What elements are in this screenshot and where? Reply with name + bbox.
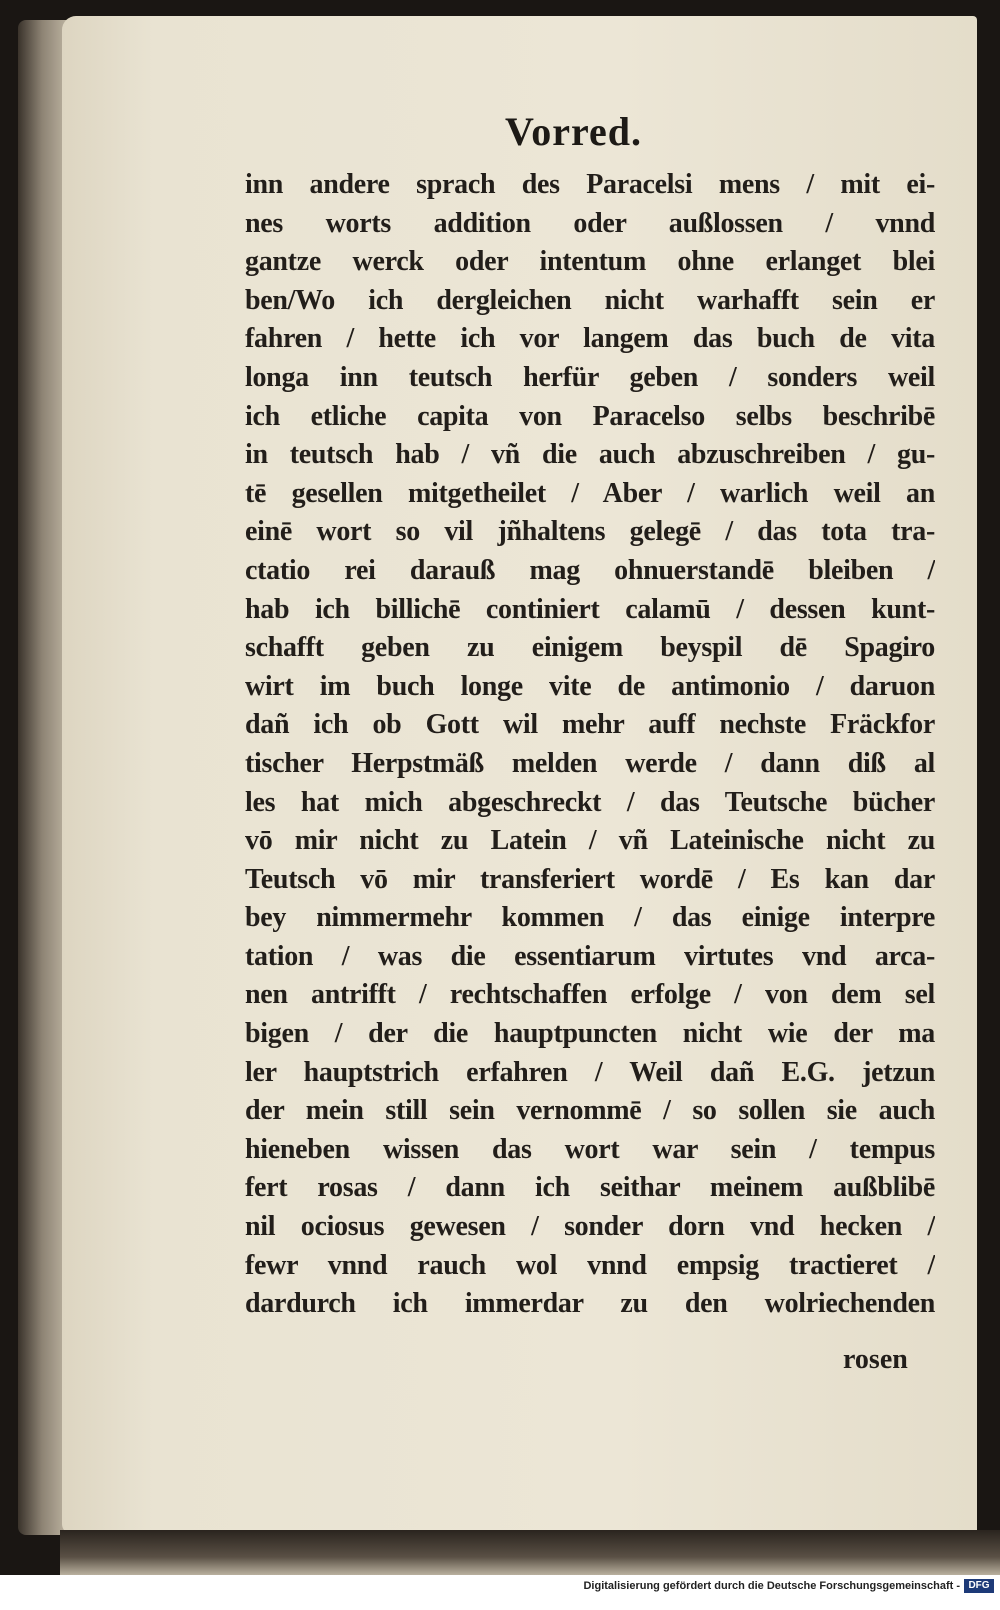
text-line: dañ ich ob Gott wil mehr auff nechste Fräckfor (245, 709, 935, 741)
text-line: tischer Herpstmäß melden werde / dann diß al (245, 747, 935, 779)
text-line: hieneben wissen das wort war sein / tempus (245, 1133, 935, 1165)
text-line: Teutsch vō mir transferiert wordē / Es kan dar (245, 863, 935, 895)
text-line: dardurch ich immerdar zu den wolriechenden (245, 1288, 935, 1320)
text-line: ben/Wo ich dergleichen nicht warhafft sein er (245, 284, 935, 316)
text-line: hab ich billichē continiert calamū / dessen kunt- (245, 593, 935, 625)
text-line: inn andere sprach des Paracelsi mens / mit ei- (245, 169, 935, 200)
text-line: fewr vnnd rauch wol vnnd empsig tractieret / (245, 1249, 935, 1281)
text-line: wirt im buch longe vite de antimonio / daruon (245, 670, 935, 702)
text-line: der mein still sein vernommē / so sollen sie auch (245, 1095, 935, 1127)
text-line: bey nimmermehr kommen / das einige interpre (245, 902, 935, 934)
text-line: nil ociosus gewesen / sonder dorn vnd hecken / (245, 1211, 935, 1243)
catchword: rosen (843, 1344, 908, 1375)
text-line: les hat mich abgeschreckt / das Teutsche bücher (245, 786, 935, 818)
page-bottom-edge (60, 1530, 1000, 1575)
text-line: tē gesellen mitgetheilet / Aber / warlich weil an (245, 477, 935, 509)
text-line: tation / was die essentiarum virtutes vnd arca- (245, 940, 935, 972)
text-line: in teutsch hab / vñ die auch abzuschreiben / gu- (245, 439, 935, 471)
text-line: gantze werck oder intentum ohne erlanget blei (245, 246, 935, 278)
text-line: schafft geben zu einigem beyspil dē Spagiro (245, 632, 935, 664)
text-line: fahren / hette ich vor langem das buch de vita (245, 323, 935, 355)
text-line: nes worts addition oder außlossen / vnnd (245, 207, 935, 239)
text-line: ctatio rei darauß mag ohnuerstandē bleiben / (245, 554, 935, 586)
text-line: vō mir nicht zu Latein / vñ Lateinische nicht zu (245, 825, 935, 857)
text-line: ler hauptstrich erfahren / Weil dañ E.G. jetzun (245, 1056, 935, 1088)
dfg-logo: DFG (964, 1579, 994, 1593)
page-body-text (245, 166, 935, 1324)
text-line: fert rosas / dann ich seithar meinem außblibē (245, 1172, 935, 1204)
text-line: longa inn teutsch herfür geben / sonders weil (245, 361, 935, 393)
text-line: ich etliche capita von Paracelso selbs beschribē (245, 400, 935, 432)
text-line: bigen / der die hauptpuncten nicht wie der ma (245, 1018, 935, 1050)
page-heading: Vorred. (505, 109, 642, 154)
text-line: einē wort so vil jñhaltens gelegē / das tota tra- (245, 516, 935, 548)
text-line: nen antrifft / rechtschaffen erfolge / von dem sel (245, 979, 935, 1011)
footer-credit: Digitalisierung gefördert durch die Deutsche Forschungsgemeinschaft - (583, 1580, 960, 1592)
